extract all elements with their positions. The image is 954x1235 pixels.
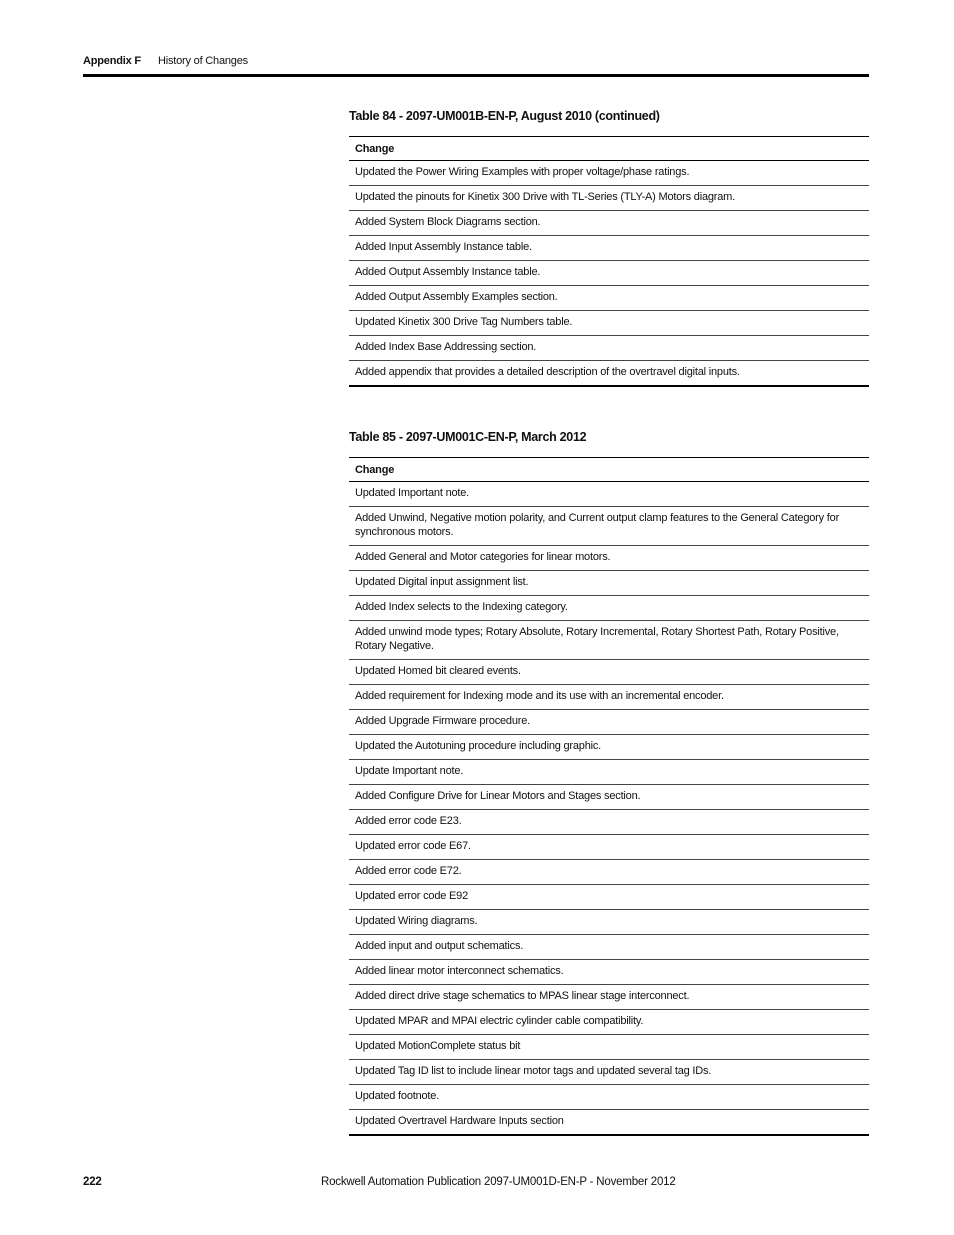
column-header-change: Change (349, 458, 869, 482)
table-row (349, 161, 869, 186)
table-row (349, 621, 869, 660)
column-header-change: Change (349, 137, 869, 161)
table-row (349, 1010, 869, 1035)
table-row (349, 835, 869, 860)
change-cell: Updated footnote. (349, 1085, 869, 1110)
table-row (349, 760, 869, 785)
change-cell: Added error code E23. (349, 810, 869, 835)
change-cell: Updated the Power Wiring Examples with proper voltage/phase ratings. (349, 161, 869, 186)
table-row (349, 685, 869, 710)
table-85-title: Table 85 - 2097-UM001C-EN-P, March 2012 (349, 430, 587, 444)
table-row (349, 710, 869, 735)
table-85 (349, 457, 869, 1136)
change-cell: Added error code E72. (349, 860, 869, 885)
change-cell: Added Index selects to the Indexing category. (349, 596, 869, 621)
change-cell: Added input and output schematics. (349, 935, 869, 960)
table-header-row (349, 137, 869, 161)
change-cell: Updated Kinetix 300 Drive Tag Numbers table. (349, 311, 869, 336)
change-cell: Added Input Assembly Instance table. (349, 236, 869, 261)
change-cell: Added Configure Drive for Linear Motors and Stages section. (349, 785, 869, 810)
table-row (349, 1060, 869, 1085)
table-row (349, 735, 869, 760)
change-cell: Added Upgrade Firmware procedure. (349, 710, 869, 735)
table-row (349, 571, 869, 596)
section-title: History of Changes (158, 55, 248, 67)
change-cell: Updated the pinouts for Kinetix 300 Drive with TL-Series (TLY-A) Motors diagram. (349, 186, 869, 211)
appendix-label: Appendix F (83, 55, 141, 67)
table-row (349, 1110, 869, 1136)
change-cell: Updated error code E92 (349, 885, 869, 910)
change-cell: Added requirement for Indexing mode and its use with an incremental encoder. (349, 685, 869, 710)
change-cell: Added unwind mode types; Rotary Absolute, Rotary Incremental, Rotary Shortest Path, Rotary Positive, Rotary Negative. (349, 621, 869, 660)
table-84 (349, 136, 869, 387)
table-row (349, 885, 869, 910)
table-row (349, 507, 869, 546)
change-cell: Update Important note. (349, 760, 869, 785)
table-row (349, 910, 869, 935)
change-cell: Updated Important note. (349, 482, 869, 507)
change-cell: Added Output Assembly Instance table. (349, 261, 869, 286)
table-row (349, 361, 869, 387)
change-cell: Added System Block Diagrams section. (349, 211, 869, 236)
change-cell: Added Unwind, Negative motion polarity, and Current output clamp features to the General Category for synchronous motors. (349, 507, 869, 546)
table-row (349, 336, 869, 361)
change-cell: Added Output Assembly Examples section. (349, 286, 869, 311)
table-row (349, 660, 869, 685)
change-cell: Updated MotionComplete status bit (349, 1035, 869, 1060)
change-cell: Added appendix that provides a detailed description of the overtravel digital inputs. (349, 361, 869, 387)
table-row (349, 785, 869, 810)
change-cell: Updated Homed bit cleared events. (349, 660, 869, 685)
change-cell: Updated Overtravel Hardware Inputs section (349, 1110, 869, 1136)
table-row (349, 985, 869, 1010)
change-cell: Updated Digital input assignment list. (349, 571, 869, 596)
table-row (349, 1035, 869, 1060)
table-row (349, 236, 869, 261)
table-row (349, 286, 869, 311)
table-row (349, 546, 869, 571)
change-cell: Added General and Motor categories for linear motors. (349, 546, 869, 571)
table-row (349, 935, 869, 960)
change-cell: Added direct drive stage schematics to MPAS linear stage interconnect. (349, 985, 869, 1010)
table-84-title: Table 84 - 2097-UM001B-EN-P, August 2010 (continued) (349, 109, 660, 123)
change-cell: Updated Tag ID list to include linear motor tags and updated several tag IDs. (349, 1060, 869, 1085)
change-cell: Added linear motor interconnect schematics. (349, 960, 869, 985)
publication-info: Rockwell Automation Publication 2097-UM001D-EN-P - November 2012 (321, 1176, 676, 1188)
table-row (349, 860, 869, 885)
page-number: 222 (83, 1176, 102, 1188)
table-row (349, 596, 869, 621)
table-row (349, 186, 869, 211)
table-row (349, 482, 869, 507)
table-row (349, 1085, 869, 1110)
table-row (349, 960, 869, 985)
running-header (83, 52, 869, 74)
change-cell: Updated error code E67. (349, 835, 869, 860)
change-cell: Added Index Base Addressing section. (349, 336, 869, 361)
header-divider (83, 74, 869, 77)
table-row (349, 810, 869, 835)
table-row (349, 311, 869, 336)
change-cell: Updated the Autotuning procedure including graphic. (349, 735, 869, 760)
table-row (349, 211, 869, 236)
table-header-row (349, 458, 869, 482)
change-cell: Updated MPAR and MPAI electric cylinder cable compatibility. (349, 1010, 869, 1035)
table-row (349, 261, 869, 286)
change-cell: Updated Wiring diagrams. (349, 910, 869, 935)
